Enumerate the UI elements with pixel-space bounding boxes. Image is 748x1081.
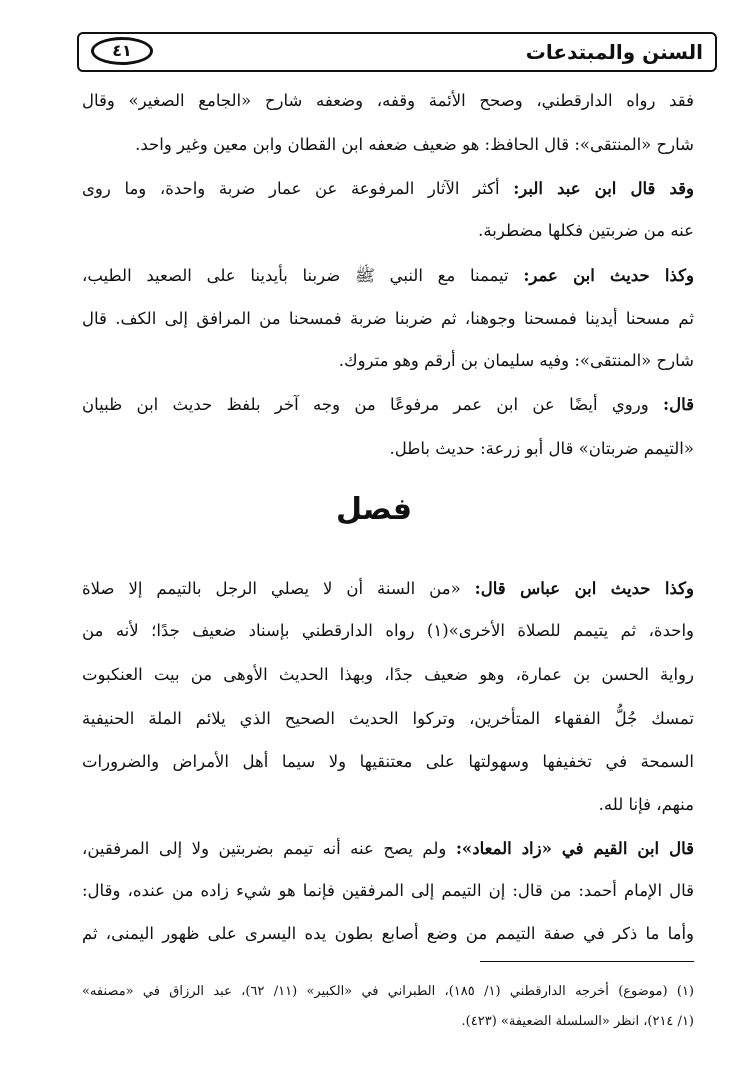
paragraph-lead: وكذا حديث ابن عباس قال:	[474, 579, 694, 598]
footnote-line: (١) (موضوع) أخرجه الدارقطني (١/ ١٨٥)، الطبراني في «الكبير» (١١/ ٦٢)، عبد الرزاق في «مصنفه»	[82, 984, 694, 999]
text-line: رواية الحسن بن عمارة، وهو ضعيف جدًا، وبهذا الحديث الأوهى من بيت العنكبوت	[82, 665, 694, 684]
text-line: واحدة، ثم يتيمم للصلاة الأخرى»(١) رواه الدارقطني بإسناد ضعيف جدًا؛ لأنه من	[82, 621, 694, 640]
text-line: ثم مسحنا أيدينا فمسحنا وجوهنا، ثم ضربنا ضربة فمسحنا من المرافق إلى الكف. قال	[82, 309, 694, 328]
section-heading: فصل	[336, 492, 412, 527]
text-line: وأما ما ذكر في صفة التيمم من وضع أصابع بطون يده اليسرى على ظهور اليمنى، ثم	[82, 924, 694, 943]
paragraph-lead: قال ابن القيم في «زاد المعاد»:	[455, 839, 694, 858]
line-text: «من السنة أن لا يصلي الرجل بالتيمم إلا صلاة	[82, 579, 461, 598]
text-line: فقد رواه الدارقطني، وصحح الأئمة وقفه، وضعفه شارح «الجامع الصغير» وقال	[82, 91, 694, 110]
footnote-divider	[480, 961, 694, 962]
header-title: السنن والمبتدعات	[525, 40, 703, 64]
running-header	[77, 32, 717, 72]
text-line	[82, 257, 694, 295]
line-text: أكثر الآثار المرفوعة عن عمار ضربة واحدة، وما روى	[82, 179, 500, 198]
text-line: السمحة في تخفيفها وسهولتها على معتنقيها ولا سيما أهل الأمراض والضرورات	[82, 752, 694, 771]
text-line: تمسك جُلُّ الفقهاء المتأخرين، وتركوا الحديث الصحيح الذي يلائم الملة الحنيفية	[82, 709, 694, 728]
text-line: قال الإمام أحمد: من قال: إن التيمم إلى المرفقين فإنما هو شيء زاده من عنده، وقال:	[82, 881, 694, 900]
text-line: شارح «المنتقى»: وفيه سليمان بن أرقم وهو متروك.	[338, 351, 694, 370]
text-line: منهم، فإنا لله.	[598, 795, 694, 814]
text-line: عنه من ضربتين فكلها مضطربة.	[478, 221, 694, 240]
text-line	[82, 386, 694, 424]
line-text: تيممنا مع النبي ﷺ ضربنا بأيدينا على الصعيد الطيب،	[82, 266, 509, 285]
text-line	[82, 830, 694, 868]
paragraph-lead: وكذا حديث ابن عمر:	[523, 266, 694, 285]
text-line: «التيمم ضربتان» قال أبو زرعة: حديث باطل.	[389, 439, 694, 458]
page-number: ٤١	[91, 37, 153, 65]
text-line	[82, 570, 694, 608]
line-text: ولم يصح عنه أنه تيمم بضربتين ولا إلى المرفقين،	[82, 839, 447, 858]
line-text: وروي أيضًا عن ابن عمر مرفوعًا من وجه آخر بلفظ حديث ابن ظبيان	[82, 395, 649, 414]
text-line	[82, 170, 694, 208]
paragraph-lead: قال:	[663, 395, 694, 414]
footnote-line: (١/ ٢١٤)، انظر «السلسلة الضعيفة» (٤٢٣).	[461, 1014, 694, 1029]
paragraph-lead: وقد قال ابن عبد البر:	[513, 179, 694, 198]
text-line: شارح «المنتقى»: قال الحافظ: هو ضعيف ضعفه ابن القطان وابن معين وغير واحد.	[135, 135, 694, 154]
